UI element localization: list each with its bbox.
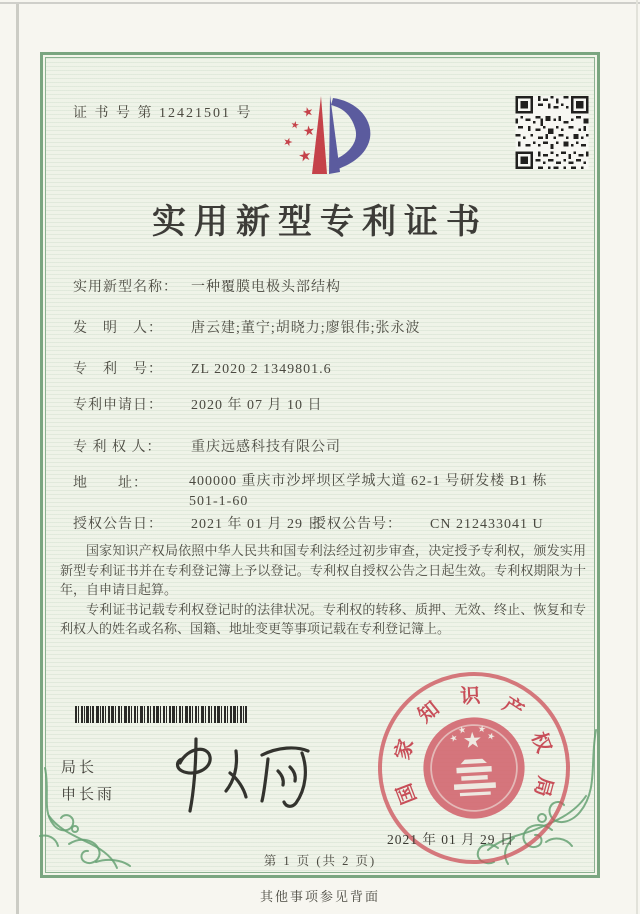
field-value: 400000 重庆市沙坪坝区学城大道 62-1 号研发楼 B1 栋 501-1-60	[189, 474, 548, 509]
seal-char: 家	[391, 736, 419, 763]
field-value: 2020 年 07 月 10 日	[191, 398, 323, 413]
legal-paragraph-2: 专利证书记载专利权登记时的法律状况。专利权的转移、质押、无效、终止、恢复和专利权人的姓名或名称、国籍、地址变更等事项记载在专利登记簿上。	[60, 601, 586, 636]
barcode	[75, 706, 247, 723]
field-value: 一种覆膜电极头部结构	[191, 280, 341, 295]
certificate-number: 证 书 号 第 12421501 号	[73, 106, 253, 121]
field-row-patent-name	[73, 276, 341, 296]
grant-date-group	[73, 513, 323, 533]
grant-number-label: 授权公告号：	[312, 517, 402, 532]
certificate-title: 实用新型专利证书	[152, 204, 488, 241]
seal-char: 产	[498, 693, 528, 723]
national-emblem-icon	[416, 710, 532, 826]
field-row-patent-number	[73, 358, 332, 378]
seal-date: 2021 年 01 月 29 日	[387, 832, 515, 847]
scan-page-left-edge	[16, 4, 19, 914]
field-label: 发 明 人：	[73, 321, 163, 336]
field-value: 重庆远感科技有限公司	[191, 440, 341, 455]
seal-char: 知	[414, 697, 444, 728]
field-row-patentee	[73, 436, 341, 456]
back-side-note: 其他事项参见背面	[259, 889, 380, 904]
field-label: 专利申请日：	[73, 398, 163, 413]
field-value: ZL 2020 2 1349801.6	[191, 362, 332, 377]
field-row-grant	[0, 513, 640, 533]
seal-char: 识	[459, 685, 481, 709]
field-label: 地 址：	[73, 476, 148, 491]
field-row-application-date	[73, 394, 323, 414]
page-number: 第 1 页 (共 2 页)	[263, 854, 377, 868]
grant-date-value: 2021 年 01 月 29 日	[191, 517, 323, 532]
seal-char: 权	[526, 729, 555, 756]
grant-number-value: CN 212433041 U	[430, 517, 544, 532]
field-label: 专 利 号：	[73, 362, 163, 377]
grant-date-label: 授权公告日：	[73, 517, 163, 532]
director-signature	[150, 733, 328, 821]
seal-char: 国	[393, 780, 422, 807]
scan-page-right-edge	[636, 0, 638, 914]
legal-paragraph-1: 国家知识产权局依照中华人民共和国专利法经过初步审查，决定授予专利权，颁发实用新型专利证书并在专利登记簿上予以登记。专利权自授权公告之日起生效。专利权期限为十年，自申请日起算。	[60, 543, 586, 597]
field-value: 唐云建;董宁;胡晓力;廖银伟;张永波	[191, 321, 421, 336]
legal-text-block	[60, 541, 586, 639]
field-label: 实用新型名称：	[73, 280, 178, 295]
scan-page-top-edge	[0, 2, 640, 4]
grant-number-group	[312, 513, 544, 533]
field-row-inventors	[73, 317, 421, 337]
director-title: 局长	[61, 760, 98, 776]
field-label: 专 利 权 人：	[73, 440, 162, 455]
director-name: 申长雨	[61, 787, 116, 803]
seal-char: 局	[529, 773, 557, 800]
cnipa-logo-icon	[258, 82, 378, 180]
qr-code	[513, 96, 591, 169]
field-row-address	[73, 472, 585, 512]
